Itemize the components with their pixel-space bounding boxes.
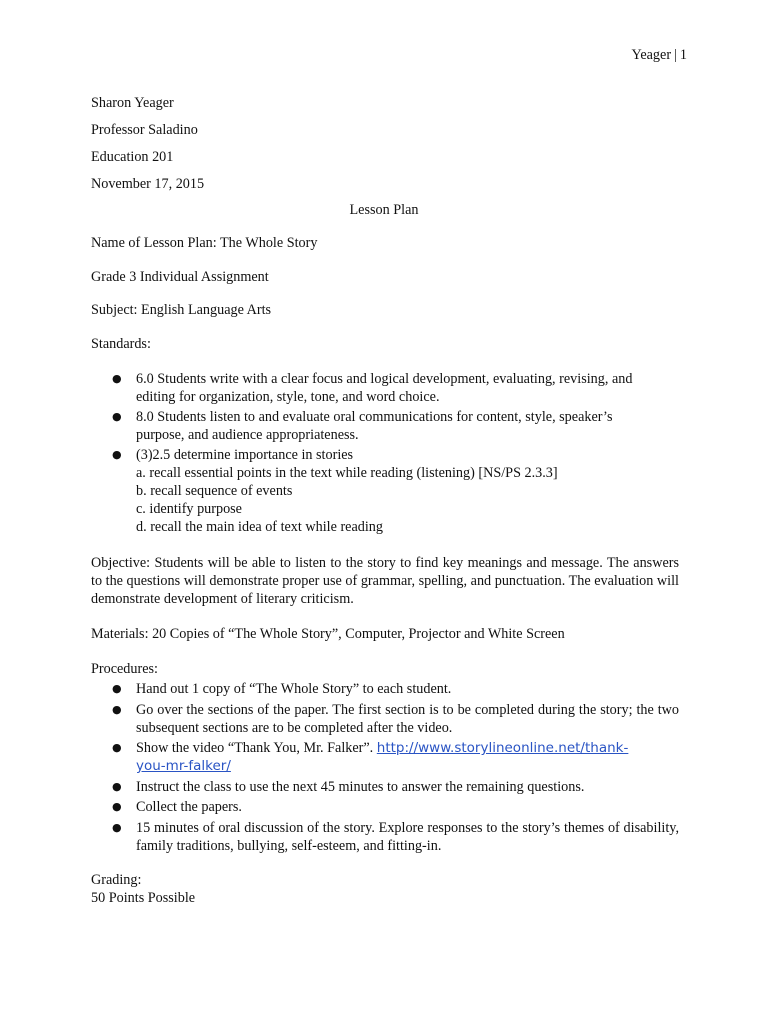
standard-line: 8.0 Students listen to and evaluate oral communications for content, style, speaker’s: [136, 409, 613, 425]
lesson-name: Name of Lesson Plan: The Whole Story: [91, 235, 318, 251]
page-number: 1: [679, 47, 687, 63]
procedure-text: Collect the papers.: [136, 799, 242, 815]
standard-line: b. recall sequence of events: [136, 483, 293, 499]
standard-line: 6.0 Students write with a clear focus and logical development, evaluating, revising, and: [136, 371, 633, 387]
grade-line: Grade 3 Individual Assignment: [91, 269, 269, 285]
page-header: [632, 46, 687, 64]
date: November 17, 2015: [91, 176, 205, 192]
bullet-icon: ●: [112, 800, 122, 813]
procedure-item: [91, 680, 679, 698]
bullet-icon: ●: [112, 682, 122, 695]
standard-item: [91, 408, 679, 444]
bullet-icon: ●: [112, 448, 122, 461]
grading-heading: Grading:: [91, 872, 142, 888]
bullet-icon: ●: [112, 703, 122, 716]
course-name: Education 201: [91, 149, 174, 165]
standard-line: (3)2.5 determine importance in stories: [136, 447, 354, 463]
standards-heading: Standards:: [91, 336, 151, 352]
standard-line: purpose, and audience appropriateness.: [136, 427, 359, 443]
author-info: [91, 94, 679, 193]
video-link[interactable]: http://www.storylineonline.net/thank-: [376, 740, 629, 756]
header-separator: |: [674, 47, 677, 63]
procedures-heading: Procedures:: [91, 661, 158, 677]
grading-section: [91, 871, 679, 907]
header-name: Yeager: [631, 47, 672, 63]
procedure-text: Instruct the class to use the next 45 minutes to answer the remaining questions.: [136, 779, 585, 795]
bullet-icon: ●: [112, 410, 122, 423]
standard-line: d. recall the main idea of text while reading: [136, 519, 383, 535]
bullet-icon: ●: [112, 821, 122, 834]
objective-paragraph: Objective: Students will be able to listen to the story to find key meanings and message. The answers to the questions will demonstrate proper use of grammar, spelling, and punctuation. The evaluation will demonstrate development of literary criticism.: [91, 555, 679, 607]
standard-line: a. recall essential points in the text while reading (listening) [NS/PS 2.3.3]: [136, 465, 558, 481]
procedure-text: Go over the sections of the paper. The first section is to be completed during the story; the two subsequent sections are to be completed after the video.: [136, 702, 679, 736]
procedure-item: [91, 819, 679, 855]
student-name: Sharon Yeager: [91, 95, 174, 111]
standard-item: [91, 446, 679, 536]
professor-name: Professor Saladino: [91, 122, 198, 138]
procedure-text: Show the video “Thank You, Mr. Falker”.: [136, 740, 377, 756]
bullet-icon: ●: [112, 741, 122, 754]
standard-line: c. identify purpose: [136, 501, 242, 517]
procedure-item: [91, 739, 679, 775]
document-title: Lesson Plan: [349, 202, 419, 218]
procedure-item: [91, 798, 679, 816]
procedure-text: 15 minutes of oral discussion of the story. Explore responses to the story’s themes of disability, family traditions, bullying, self-esteem, and fitting-in.: [136, 820, 679, 854]
procedure-item: [91, 778, 679, 796]
standard-line: editing for organization, style, tone, and word choice.: [136, 389, 440, 405]
grading-points: 50 Points Possible: [91, 890, 196, 906]
bullet-icon: ●: [112, 780, 122, 793]
subject-line: Subject: English Language Arts: [91, 302, 272, 318]
procedure-text: Hand out 1 copy of “The Whole Story” to each student.: [136, 681, 452, 697]
standards-list: [91, 370, 679, 536]
procedures-list: [91, 680, 679, 855]
procedure-item: [91, 701, 679, 737]
bullet-icon: ●: [112, 372, 122, 385]
video-link-continued[interactable]: you-mr-falker/: [136, 758, 231, 774]
standard-item: [91, 370, 679, 406]
materials-line: Materials: 20 Copies of “The Whole Story”, Computer, Projector and White Screen: [91, 626, 565, 642]
